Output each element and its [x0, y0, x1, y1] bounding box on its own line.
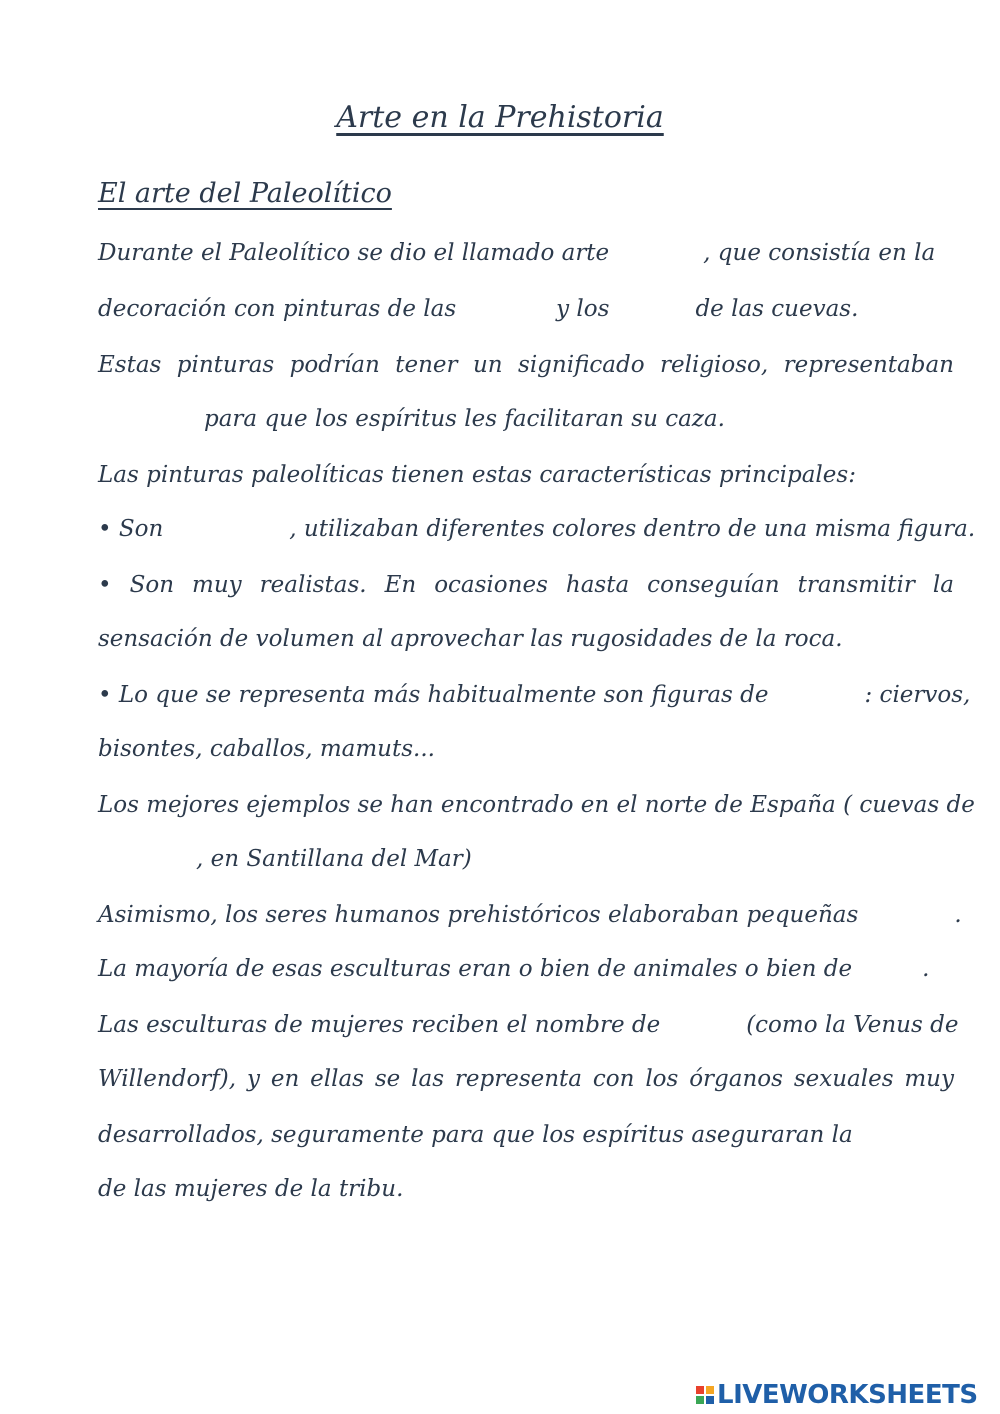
text-line-3: Estas pinturas podrían tener un significado religioso, representaban: [98, 352, 954, 378]
text-line-16: Willendorf), y en ellas se las representa con los órganos sexuales muy: [98, 1066, 954, 1092]
text-line-10: bisontes, caballos, mamuts...: [98, 736, 435, 762]
logo-icon: [696, 1386, 714, 1404]
text-line-15: Las esculturas de mujeres reciben el nombre de (como la Venus de: [98, 1012, 959, 1038]
text-line-5: Las pinturas paleolíticas tienen estas características principales:: [98, 462, 856, 488]
liveworksheets-logo: [696, 1380, 978, 1410]
text-line-18: de las mujeres de la tribu.: [98, 1176, 404, 1202]
text-line-1: Durante el Paleolítico se dio el llamado arte , que consistía en la: [98, 240, 936, 266]
text-line-13: Asimismo, los seres humanos prehistóricos elaboraban pequeñas .: [98, 902, 962, 928]
text-line-9: • Lo que se representa más habitualmente son figuras de : ciervos,: [98, 682, 971, 708]
text-line-4: para que los espíritus les facilitaran su caza.: [204, 406, 725, 432]
text-line-8: sensación de volumen al aprovechar las rugosidades de la roca.: [98, 626, 843, 652]
logo-text: LIVEWORKSHEETS: [717, 1380, 978, 1410]
text-line-6: • Son , utilizaban diferentes colores dentro de una misma figura.: [98, 516, 976, 542]
text-line-14: La mayoría de esas esculturas eran o bien de animales o bien de .: [98, 956, 930, 982]
text-line-12: , en Santillana del Mar): [196, 846, 472, 872]
text-line-11: Los mejores ejemplos se han encontrado en el norte de España ( cuevas de: [98, 792, 975, 818]
text-line-7: • Son muy realistas. En ocasiones hasta conseguían transmitir la: [98, 572, 954, 598]
text-line-2: decoración con pinturas de las y los de las cuevas.: [98, 296, 859, 322]
section-heading: El arte del Paleolítico: [98, 178, 392, 209]
page-title: Arte en la Prehistoria: [336, 100, 664, 135]
text-line-17: desarrollados, seguramente para que los espíritus aseguraran la: [98, 1122, 853, 1148]
